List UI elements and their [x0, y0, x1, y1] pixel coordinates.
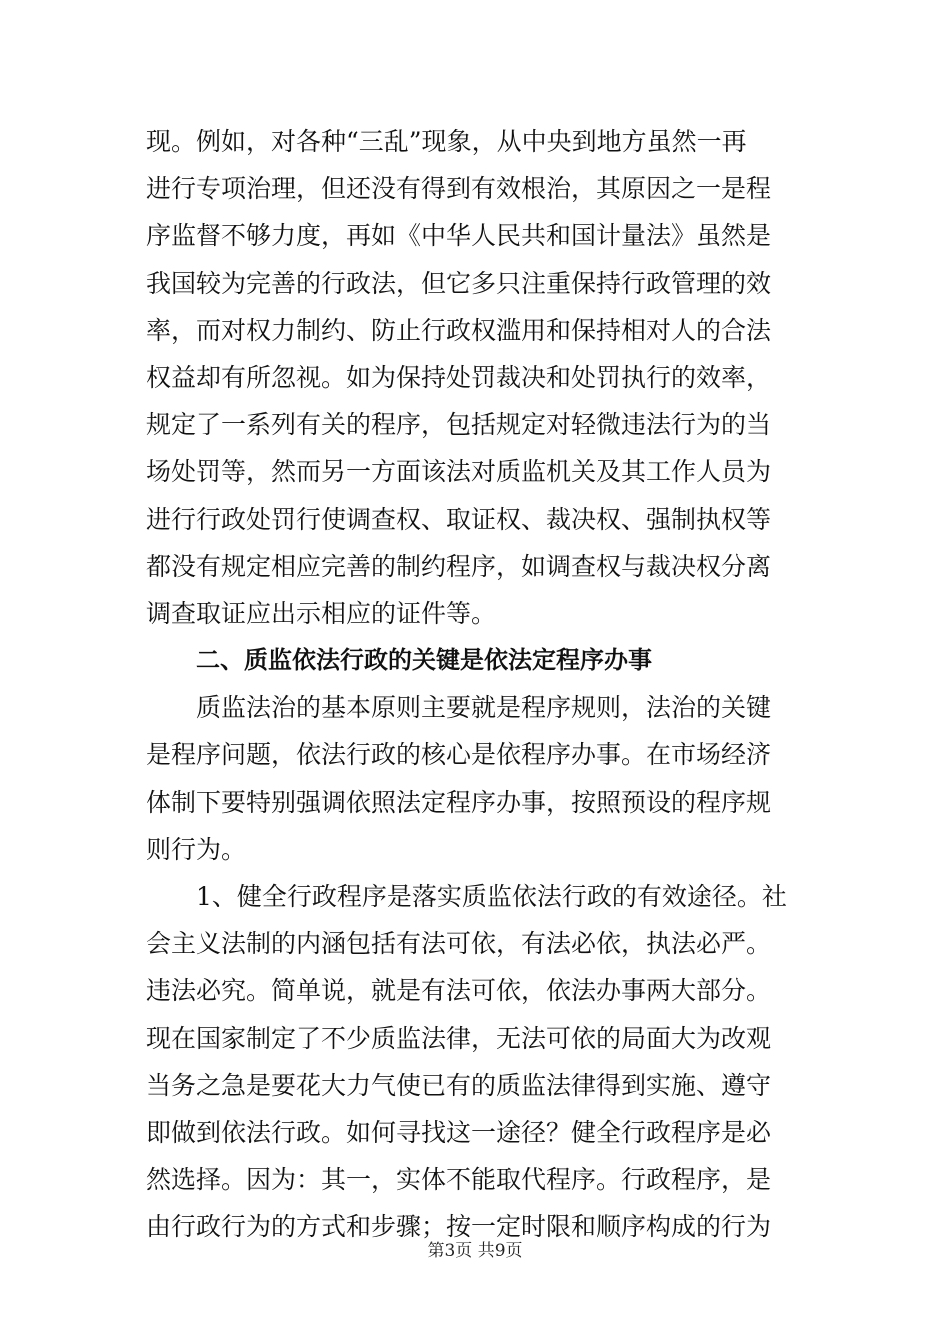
text-line: 权益却有所忽视。如为保持处罚裁决和处罚执行的效率，: [146, 362, 772, 392]
text-line: 是程序问题，依法行政的核心是依程序办事。在市场经济: [146, 740, 772, 770]
section-heading: 二、质监依法行政的关键是依法定程序办事: [196, 646, 652, 675]
text-line: 序监督不够力度，再如《中华人民共和国计量法》虽然是: [146, 221, 772, 251]
text-line: 现。例如，对各种“三乱”现象，从中央到地方虽然一再: [146, 127, 747, 156]
text-line: 规定了一系列有关的程序，包括规定对轻微违法行为的当: [146, 410, 772, 440]
text-line: 率，而对权力制约、防止行政权滥用和保持相对人的合法: [146, 315, 772, 345]
text-line: 我国较为完善的行政法，但它多只注重保持行政管理的效: [146, 268, 772, 298]
text-line: 场处罚等，然而另一方面该法对质监机关及其工作人员为: [146, 457, 772, 487]
text-line: 则行为。: [146, 834, 247, 864]
text-line: 调查取证应出示相应的证件等。: [146, 598, 497, 628]
text-line: 由行政行为的方式和步骤；按一定时限和顺序构成的行为: [146, 1212, 772, 1242]
text-line: 进行行政处罚行使调查权、取证权、裁决权、强制执权等: [146, 504, 772, 534]
page-number-footer: 第3页 共9页: [427, 1241, 523, 1261]
document-body: [146, 118, 806, 1251]
text-line: 违法必究。简单说，就是有法可依，依法办事两大部分。: [146, 976, 772, 1006]
text-line: 质监法治的基本原则主要就是程序规则，法治的关键: [196, 693, 772, 723]
text-line: 现在国家制定了不少质监法律，无法可依的局面大为改观: [146, 1023, 772, 1053]
text-line: 都没有规定相应完善的制约程序，如调查权与裁决权分离: [146, 551, 772, 581]
text-line: 即做到依法行政。如何寻找这一途径？健全行政程序是必: [146, 1117, 772, 1147]
text-line: 当务之急是要花大力气使已有的质监法律得到实施、遵守: [146, 1070, 772, 1100]
text-line: 进行专项治理，但还没有得到有效根治，其原因之一是程: [146, 174, 772, 204]
text-line: 体制下要特别强调依照法定程序办事，按照预设的程序规: [146, 787, 772, 817]
text-line: 1、健全行政程序是落实质监依法行政的有效途径。社: [196, 882, 787, 911]
text-line: 然选择。因为：其一，实体不能取代程序。行政程序，是: [146, 1165, 772, 1195]
text-line: 会主义法制的内涵包括有法可依，有法必依，执法必严。: [146, 929, 772, 959]
